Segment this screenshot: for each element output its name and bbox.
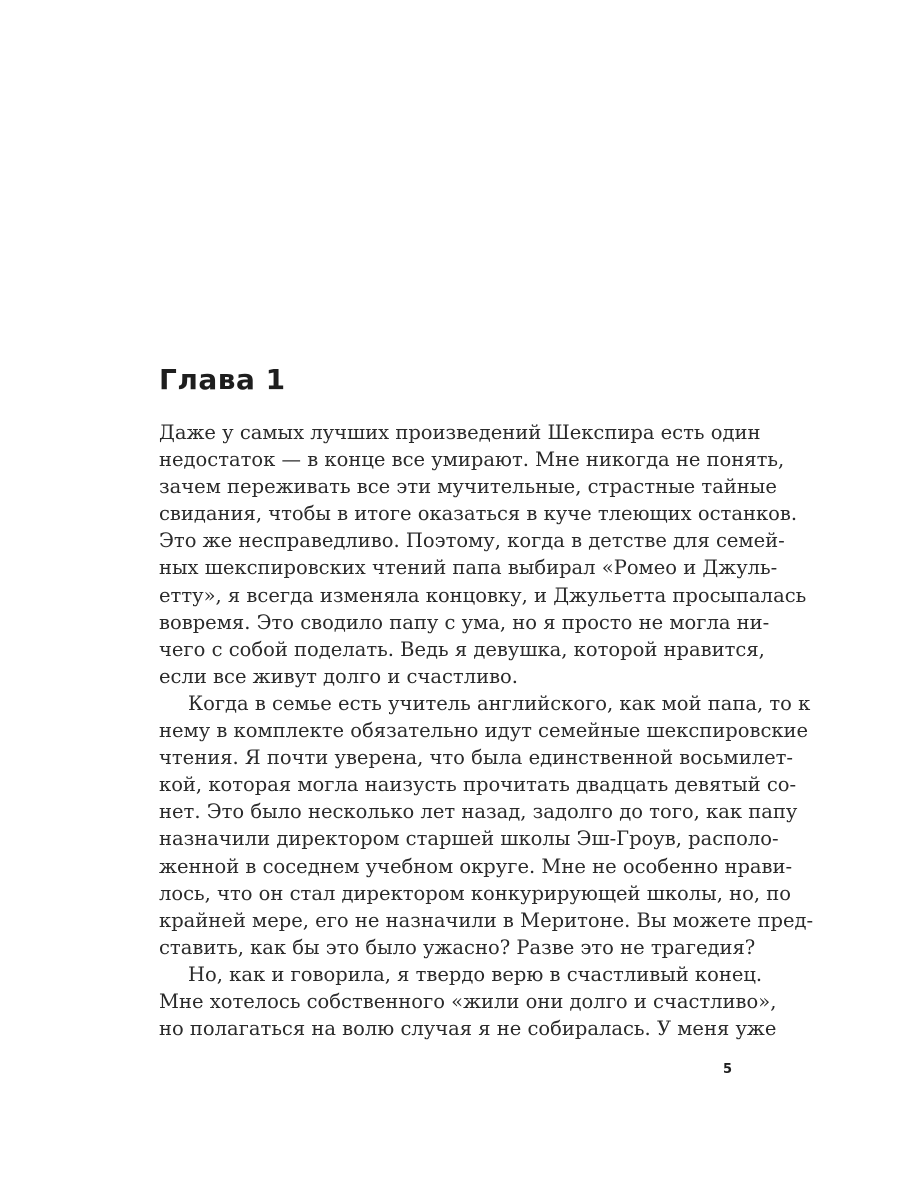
text-line: зачем переживать все эти мучительные, страстные тайные <box>159 475 777 499</box>
text-line: но полагаться на волю случая я не собиралась. У меня уже <box>159 1017 777 1041</box>
text-line: крайней мере, его не назначили в Меритоне. Вы можете пред- <box>159 908 814 932</box>
text-line: назначили директором старшей школы Эш-Гроув, располо- <box>159 827 779 851</box>
text-line: нему в комплекте обязательно идут семейные шекспировские <box>159 719 809 743</box>
chapter-title: Глава 1 <box>159 363 286 396</box>
text-line: нет. Это было несколько лет назад, задолго до того, как папу <box>159 800 798 824</box>
text-line: етту», я всегда изменяла концовку, и Джульетта просыпалась <box>159 583 807 607</box>
text-line: ных шекспировских чтений папа выбирал «Ромео и Джуль- <box>159 556 778 580</box>
text-line: ставить, как бы это было ужасно? Разве это не трагедия? <box>159 935 756 959</box>
text-line: чтения. Я почти уверена, что была единственной восьмилет- <box>159 746 794 770</box>
text-line: вовремя. Это сводило папу с ума, но я просто не могла ни- <box>159 610 770 634</box>
text-line: Это же несправедливо. Поэтому, когда в детстве для семей- <box>159 529 785 553</box>
text-line: лось, что он стал директором конкурирующей школы, но, по <box>159 881 791 905</box>
text-line: Даже у самых лучших произведений Шекспира есть один <box>159 421 761 444</box>
text-line: Мне хотелось собственного «жили они долго и счастливо», <box>159 989 777 1013</box>
text-line: если все живут долго и счастливо. <box>159 664 518 688</box>
text-line: свидания, чтобы в итоге оказаться в куче тлеющих останков. <box>159 502 798 526</box>
text-line: женной в соседнем учебном округе. Мне не особенно нрави- <box>159 854 793 878</box>
page-number: 5 <box>723 1062 733 1077</box>
text-line: недостаток — в конце все умирают. Мне никогда не понять, <box>159 448 785 472</box>
body-text <box>159 419 814 1042</box>
text-line: Но, как и говорила, я твердо верю в счастливый конец. <box>188 962 763 986</box>
text-line: кой, которая могла наизусть прочитать двадцать девятый со- <box>159 773 797 797</box>
text-line: чего с собой поделать. Ведь я девушка, которой нравится, <box>159 637 765 661</box>
text-line: Когда в семье есть учитель английского, как мой папа, то к <box>188 691 811 715</box>
